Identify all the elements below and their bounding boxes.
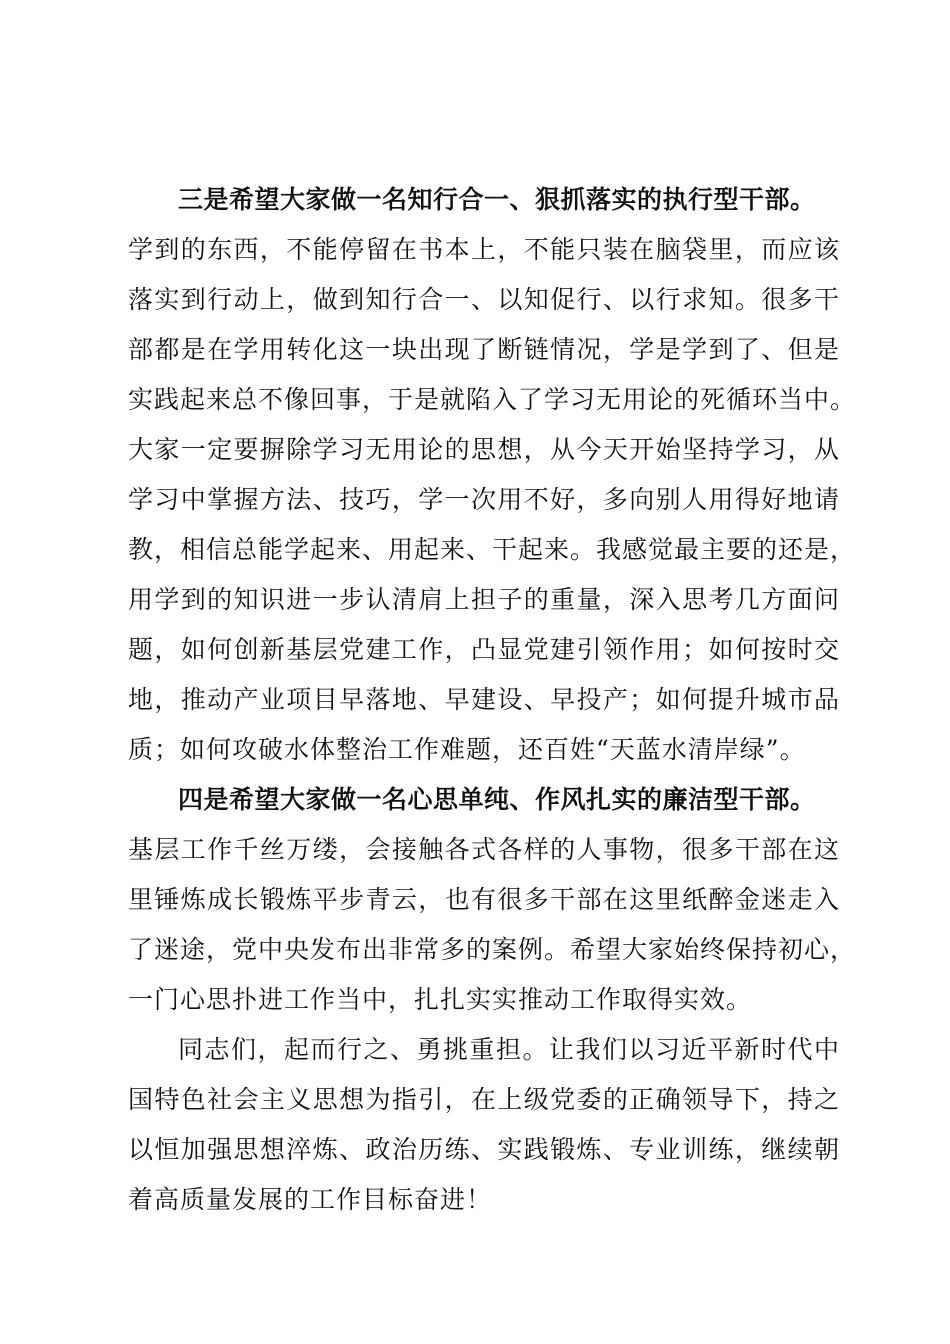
closing-paragraph-line: 以恒加强思想淬炼、政治历练、实践锻炼、专业训练，继续朝 xyxy=(128,1135,840,1164)
paragraph-line: 题，如何创新基层党建工作，凸显党建引领作用；如何按时交 xyxy=(128,635,840,664)
paragraph-line: 地，推动产业项目早落地、早建设、早投产；如何提升城市品 xyxy=(128,685,840,714)
section-heading-4: 四是希望大家做一名心思单纯、作风扎实的廉洁型干部。 xyxy=(178,785,816,814)
paragraph-line: 学到的东西，不能停留在书本上，不能只装在脑袋里，而应该 xyxy=(128,235,840,264)
paragraph-line: 了迷途，党中央发布出非常多的案例。希望大家始终保持初心， xyxy=(128,935,857,964)
paragraph-line: 学习中掌握方法、技巧，学一次用不好，多向别人用得好地请 xyxy=(128,485,840,514)
paragraph-line: 教，相信总能学起来、用起来、干起来。我感觉最主要的还是， xyxy=(128,535,857,564)
paragraph-line: 里锤炼成长锻炼平步青云，也有很多干部在这里纸醉金迷走入 xyxy=(128,885,840,914)
section-heading-3: 三是希望大家做一名知行合一、狠抓落实的执行型干部。 xyxy=(178,185,816,214)
paragraph-line: 基层工作千丝万缕，会接触各式各样的人事物，很多干部在这 xyxy=(128,835,840,864)
paragraph-line: 大家一定要摒除学习无用论的思想，从今天开始坚持学习，从 xyxy=(128,435,840,464)
closing-paragraph-line: 着高质量发展的工作目标奋进！ xyxy=(128,1185,493,1214)
closing-paragraph-line: 国特色社会主义思想为指引，在上级党委的正确领导下，持之 xyxy=(128,1085,840,1114)
paragraph-line: 一门心思扑进工作当中，扎扎实实推动工作取得实效。 xyxy=(128,985,753,1014)
paragraph-line: 实践起来总不像回事，于是就陷入了学习无用论的死循环当中。 xyxy=(128,385,857,414)
paragraph-line: 用学到的知识进一步认清肩上担子的重量，深入思考几方面问 xyxy=(128,585,840,614)
paragraph-line: 落实到行动上，做到知行合一、以知促行、以行求知。很多干 xyxy=(128,285,840,314)
closing-paragraph-line: 同志们，起而行之、勇挑重担。让我们以习近平新时代中 xyxy=(178,1035,840,1064)
paragraph-line: 质；如何攻破水体整治工作难题，还百姓“天蓝水清岸绿”。 xyxy=(128,735,806,764)
paragraph-line: 部都是在学用转化这一块出现了断链情况，学是学到了、但是 xyxy=(128,335,840,364)
